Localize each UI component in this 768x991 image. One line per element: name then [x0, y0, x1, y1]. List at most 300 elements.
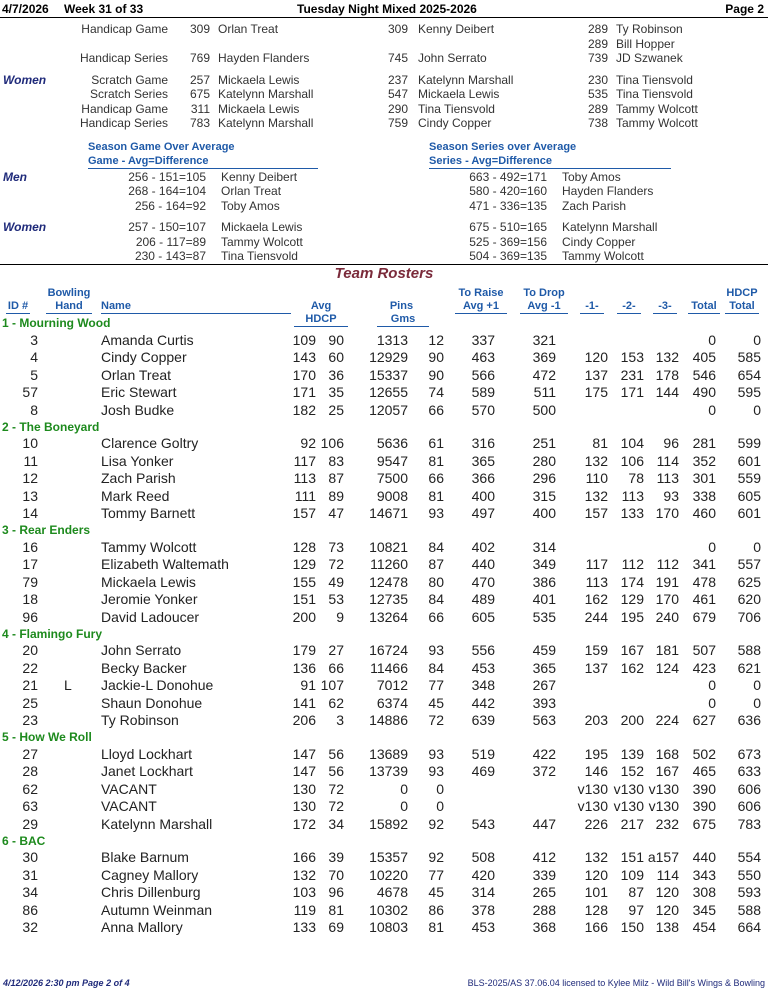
bowler-game3: 120	[655, 884, 679, 901]
bowler-pins: 15337	[369, 366, 408, 383]
bowler-hdcp-total: 593	[737, 884, 761, 901]
bowler-pins: 14671	[369, 505, 408, 522]
table-row	[0, 712, 768, 729]
col-to-raise: To Raise Avg +1	[455, 287, 507, 314]
award-score: 745	[387, 51, 408, 65]
bowler-game3: 168	[655, 745, 679, 762]
col-hdcp-total: HDCP Total	[726, 287, 758, 312]
bowler-game3: 132	[655, 349, 679, 366]
bowler-hdcp-total: 601	[737, 452, 761, 469]
bowler-hdcp-total: 621	[737, 659, 761, 676]
season-series-bowler: Tammy Wolcott	[562, 249, 644, 263]
bowler-hdcp-total: 0	[753, 694, 761, 711]
bowler-pins: 5636	[376, 435, 408, 451]
bowler-hdcp: 83	[328, 452, 344, 469]
bowler-hdcp: 70	[328, 866, 344, 883]
bowler-total: 465	[692, 763, 716, 780]
bowler-hdcp-total: 783	[737, 815, 761, 832]
bowler-name: Zach Parish	[101, 470, 176, 487]
bowler-to-raise: 489	[471, 591, 495, 608]
col-game3: -3-	[653, 300, 677, 314]
bowler-hdcp: 81	[328, 901, 344, 918]
bowler-hdcp-total: 0	[753, 538, 761, 555]
bowler-hdcp-total: 559	[737, 470, 761, 487]
award-category: Scratch Series	[89, 87, 168, 101]
bowler-avg: 147	[292, 745, 316, 762]
bowler-avg: 143	[292, 349, 316, 366]
season-series-bowler: Katelynn Marshall	[562, 220, 658, 234]
bowler-game3: 224	[655, 712, 679, 729]
bowler-avg: 141	[292, 694, 316, 711]
bowler-avg: 111	[294, 487, 316, 504]
bowler-game1: 110	[585, 470, 608, 487]
bowler-pins: 7500	[376, 470, 408, 487]
bowler-to-raise: 453	[471, 919, 495, 936]
bowler-id: 16	[22, 538, 38, 555]
table-row	[0, 574, 768, 591]
col-total: Total	[688, 300, 720, 314]
bowler-total: 341	[692, 556, 716, 573]
bowler-game1: 137	[584, 366, 608, 383]
bowler-avg: 129	[292, 556, 316, 573]
bowler-games: 93	[428, 745, 444, 762]
season-game-bowler: Toby Amos	[221, 199, 280, 213]
bowler-game1: 120	[584, 349, 608, 366]
bowler-id: 4	[30, 349, 38, 366]
bowler-games: 84	[428, 659, 444, 676]
award-score: 535	[587, 87, 608, 101]
season-game-bowler: Orlan Treat	[221, 184, 282, 198]
bowler-games: 72	[428, 712, 444, 729]
bowler-hdcp-total: 0	[753, 331, 761, 348]
season-group: Women	[3, 220, 47, 234]
season-game-calc: 256 - 151=105	[128, 170, 206, 184]
bowler-hdcp-total: 625	[737, 573, 761, 590]
bowler-total: 405	[692, 349, 716, 366]
bowler-game3: v130	[648, 780, 679, 797]
bowler-game2: 133	[620, 505, 644, 522]
bowler-game1: 166	[584, 919, 608, 936]
bowler-to-raise: 366	[471, 470, 495, 487]
bowler-game3: 138	[655, 919, 679, 936]
bowler-hdcp: 72	[328, 780, 344, 797]
bowler-id: 21	[22, 677, 38, 694]
bowler-pins: 14886	[369, 712, 408, 729]
table-row	[0, 505, 768, 522]
bowler-avg: 157	[292, 505, 316, 522]
bowler-games: 77	[428, 677, 444, 694]
bowler-pins: 9008	[376, 487, 408, 504]
bowler-to-drop: 472	[532, 366, 556, 383]
bowler-name: Amanda Curtis	[101, 331, 194, 348]
table-row	[0, 798, 768, 815]
bowler-games: 81	[428, 919, 444, 936]
bowler-game3: 181	[655, 642, 679, 658]
bowler-game2: 171	[620, 384, 644, 401]
award-group: Women	[3, 73, 47, 87]
season-series-underline	[429, 168, 671, 169]
bowler-hdcp-total: 606	[737, 780, 761, 797]
bowler-id: 20	[22, 642, 38, 658]
bowler-to-raise: 420	[471, 866, 495, 883]
bowler-to-raise: 469	[471, 763, 495, 780]
bowler-to-raise: 453	[471, 659, 495, 676]
table-row	[0, 695, 768, 712]
bowler-hdcp: 90	[328, 331, 344, 348]
bowler-total: 454	[692, 919, 716, 936]
table-row	[0, 539, 768, 556]
bowler-games: 0	[436, 780, 444, 797]
award-score: 675	[189, 87, 210, 101]
bowler-name: Autumn Weinman	[101, 901, 213, 918]
award-category: Handicap Series	[79, 116, 168, 130]
bowler-total: 502	[692, 745, 716, 762]
bowler-pins: 10803	[369, 919, 408, 936]
award-name: John Serrato	[418, 51, 487, 65]
bowler-game2: 112	[621, 556, 644, 573]
bowler-game2: 78	[628, 470, 644, 487]
bowler-hdcp: 96	[328, 884, 344, 901]
bowler-games: 0	[436, 798, 444, 815]
week-label: Week 31 of 33	[64, 2, 144, 16]
col-id: ID #	[7, 300, 29, 312]
bowler-game1: 120	[584, 866, 608, 883]
bowler-game2: v130	[613, 798, 644, 815]
season-game-calc: 206 - 117=89	[135, 235, 206, 249]
bowler-game1: v130	[577, 798, 608, 815]
bowler-hdcp: 60	[328, 349, 344, 366]
season-series-calc: 504 - 369=135	[469, 249, 547, 263]
bowler-game2: 139	[620, 745, 644, 762]
bowler-pins: 15357	[369, 849, 408, 865]
bowler-games: 80	[428, 573, 444, 590]
bowler-game1: 159	[584, 642, 608, 658]
award-name: Katelynn Marshall	[418, 73, 514, 87]
bowler-to-drop: 393	[532, 694, 556, 711]
award-name: Katelynn Marshall	[218, 87, 314, 101]
bowler-game2: 104	[620, 435, 644, 451]
award-score: 759	[387, 116, 408, 130]
bowler-id: 96	[22, 608, 38, 625]
award-name: Mickaela Lewis	[418, 87, 500, 101]
bowler-game2: 87	[628, 884, 644, 901]
award-name: Hayden Flanders	[218, 51, 310, 65]
bowler-games: 90	[428, 349, 444, 366]
award-name: Tammy Wolcott	[616, 102, 698, 116]
table-row	[0, 367, 768, 384]
bowler-total: 0	[708, 694, 716, 711]
award-name: Katelynn Marshall	[218, 116, 314, 130]
bowler-total: 440	[692, 849, 716, 865]
bowler-hdcp: 56	[328, 745, 344, 762]
bowler-name: John Serrato	[101, 642, 182, 658]
season-series-calc: 471 - 336=135	[469, 199, 547, 213]
col-game1: -1-	[580, 300, 604, 314]
bowler-hdcp: 49	[328, 573, 344, 590]
table-row	[0, 677, 768, 694]
bowler-to-drop: 447	[532, 815, 556, 832]
bowler-total: 423	[692, 659, 716, 676]
bowler-hdcp: 35	[328, 384, 344, 401]
bowler-to-raise: 589	[471, 384, 495, 401]
bowler-game1: 226	[584, 815, 608, 832]
award-name: Orlan Treat	[218, 22, 279, 36]
bowler-to-drop: 535	[532, 608, 556, 625]
award-score: 311	[190, 102, 210, 116]
bowler-name: Tammy Wolcott	[101, 538, 197, 555]
bowler-total: 390	[692, 798, 716, 815]
bowler-to-drop: 288	[532, 901, 556, 918]
bowler-name: Mickaela Lewis	[101, 573, 196, 590]
bowler-avg: 200	[292, 608, 316, 625]
bowler-pins: 12929	[369, 349, 408, 366]
table-row	[0, 402, 768, 419]
bowler-game1: 132	[584, 487, 608, 504]
bowler-game3: 120	[655, 901, 679, 918]
bowler-games: 93	[428, 505, 444, 522]
bowler-hdcp-total: 588	[737, 642, 761, 658]
bowler-name: Mark Reed	[101, 487, 170, 504]
bowler-avg: 179	[292, 642, 316, 658]
table-row	[0, 470, 768, 487]
season-game-calc: 268 - 164=104	[128, 184, 206, 198]
bowler-hdcp: 72	[328, 556, 344, 573]
bowler-name: Lisa Yonker	[101, 452, 174, 469]
team-name: 1 - Mourning Wood	[2, 316, 111, 330]
bowler-pins: 11466	[370, 659, 408, 676]
bowler-total: 507	[692, 642, 716, 658]
bowler-id: 62	[22, 780, 38, 797]
bowler-to-raise: 497	[471, 505, 495, 522]
bowler-total: 352	[692, 452, 716, 469]
bowler-total: 0	[708, 331, 716, 348]
season-game-bowler: Mickaela Lewis	[221, 220, 303, 234]
bowler-to-drop: 339	[532, 866, 556, 883]
bowler-hdcp-total: 0	[753, 677, 761, 694]
bowler-total: 627	[692, 712, 716, 729]
bowler-avg: 117	[293, 452, 316, 469]
bowler-game2: 113	[621, 487, 644, 504]
bowler-game2: 109	[620, 866, 644, 883]
bowler-game3: 191	[655, 573, 679, 590]
bowler-hdcp: 47	[328, 505, 344, 522]
season-game-bowler: Tammy Wolcott	[221, 235, 303, 249]
table-row	[0, 660, 768, 677]
bowler-game1: 132	[584, 452, 608, 469]
table-row	[0, 556, 768, 573]
team-name: 6 - BAC	[2, 833, 46, 848]
bowler-hdcp-total: 595	[737, 384, 761, 401]
bowler-avg: 91	[300, 677, 316, 694]
award-name: Kenny Deibert	[418, 22, 495, 36]
bowler-name: Eric Stewart	[101, 384, 177, 401]
bowler-hdcp-total: 601	[737, 505, 761, 522]
bowler-games: 87	[428, 556, 444, 573]
bowler-game2: 150	[620, 919, 644, 936]
bowler-to-raise: 316	[471, 435, 495, 451]
season-game-subtitle: Game - Avg=Difference	[88, 155, 209, 167]
bowler-id: 5	[30, 366, 38, 383]
bowler-hdcp: 56	[328, 763, 344, 780]
bowler-pins: 9547	[376, 452, 408, 469]
bowler-to-drop: 459	[532, 642, 556, 658]
bowler-total: 0	[708, 538, 716, 555]
bowler-avg: 130	[292, 798, 316, 815]
bowler-hdcp: 53	[328, 591, 344, 608]
award-score: 289	[587, 102, 608, 116]
bowler-avg: 119	[293, 901, 316, 918]
bowler-id: 18	[22, 591, 38, 608]
bowler-total: 461	[692, 591, 716, 608]
bowler-avg: 113	[293, 470, 316, 487]
bowler-avg: 130	[292, 780, 316, 797]
league-title: Tuesday Night Mixed 2025-2026	[297, 2, 477, 16]
bowler-name: Orlan Treat	[101, 366, 172, 383]
bowler-avg: 172	[292, 815, 316, 832]
bowler-to-drop: 511	[533, 384, 556, 401]
bowler-id: 27	[22, 745, 38, 762]
bowler-to-raise: 442	[471, 694, 495, 711]
bowler-hdcp: 73	[328, 538, 344, 555]
bowler-game1: 244	[584, 608, 608, 625]
bowler-pins: 0	[400, 798, 408, 815]
bowler-games: 74	[428, 384, 444, 401]
bowler-to-raise: 556	[471, 642, 495, 658]
bowler-games: 84	[428, 591, 444, 608]
col-hand: Bowling Hand	[47, 287, 91, 312]
bowler-games: 90	[428, 366, 444, 383]
bowler-game1: 195	[584, 745, 608, 762]
season-series-bowler: Hayden Flanders	[562, 184, 654, 198]
bowler-game1: 132	[584, 849, 608, 865]
bowler-name: Josh Budke	[101, 401, 175, 418]
bowler-total: 343	[692, 866, 716, 883]
bowler-hdcp-total: 636	[737, 712, 761, 729]
bowler-name: Jackie-L Donohue	[101, 677, 214, 694]
bowler-game1: 175	[584, 384, 608, 401]
table-row	[0, 609, 768, 626]
bowler-game1: 101	[584, 884, 608, 901]
bowler-hdcp: 66	[328, 659, 344, 676]
bowler-to-drop: 500	[532, 401, 556, 418]
col-to-drop: To Drop Avg -1	[520, 287, 568, 314]
bowler-id: 32	[22, 919, 38, 936]
table-row	[0, 849, 768, 866]
award-name: Mickaela Lewis	[218, 102, 300, 116]
bowler-hdcp-total: 673	[737, 745, 761, 762]
bowler-name: Ty Robinson	[101, 712, 179, 729]
award-name: Tina Tiensvold	[616, 73, 693, 87]
table-row	[0, 453, 768, 470]
bowler-game3: 114	[656, 866, 679, 883]
bowler-name: VACANT	[101, 798, 157, 815]
bowler-game1: 203	[584, 712, 608, 729]
col-avg-hdcp: Avg HDCP	[294, 300, 348, 327]
bowler-total: 301	[692, 470, 716, 487]
bowler-game2: 129	[620, 591, 644, 608]
bowler-games: 77	[428, 866, 444, 883]
bowler-avg: 147	[292, 763, 316, 780]
bowler-to-drop: 412	[532, 849, 556, 865]
bowler-hdcp: 9	[336, 608, 344, 625]
bowler-to-raise: 402	[471, 538, 495, 555]
bowler-name: Janet Lockhart	[101, 763, 193, 780]
bowler-pins: 11260	[370, 556, 408, 573]
bowler-name: Shaun Donohue	[101, 694, 203, 711]
table-row	[0, 781, 768, 798]
season-game-bowler: Tina Tiensvold	[221, 249, 298, 263]
bowler-to-raise: 348	[471, 677, 495, 694]
bowler-to-drop: 365	[532, 659, 556, 676]
bowler-id: 11	[23, 452, 38, 469]
bowler-game3: 178	[655, 366, 679, 383]
bowler-to-drop: 386	[532, 573, 556, 590]
bowler-total: 460	[692, 505, 716, 522]
bowler-game2: v130	[613, 780, 644, 797]
bowler-total: 546	[692, 366, 716, 383]
bowler-total: 345	[692, 901, 716, 918]
award-score: 738	[587, 116, 608, 130]
bowler-id: 30	[22, 849, 38, 865]
bowler-to-drop: 422	[532, 745, 556, 762]
table-row	[0, 763, 768, 780]
bowler-avg: 128	[292, 538, 316, 555]
bowler-game3: 93	[663, 487, 679, 504]
bowler-game3: v130	[648, 798, 679, 815]
award-score: 547	[387, 87, 408, 101]
bowler-to-raise: 378	[471, 901, 495, 918]
table-row	[0, 884, 768, 901]
season-series-calc: 525 - 369=156	[469, 235, 547, 249]
bowler-total: 0	[708, 401, 716, 418]
award-score: 783	[189, 116, 210, 130]
season-game-calc: 257 - 150=107	[128, 220, 206, 234]
bowler-hdcp: 72	[328, 798, 344, 815]
bowler-games: 66	[428, 608, 444, 625]
bowler-game3: 170	[655, 505, 679, 522]
bowler-games: 92	[428, 849, 444, 865]
award-score: 290	[387, 102, 408, 116]
rosters-title: Team Rosters	[334, 265, 434, 282]
bowler-hdcp: 27	[328, 642, 344, 658]
bowler-game2: 217	[620, 815, 644, 832]
bowler-game1: 81	[592, 435, 608, 451]
bowler-hdcp-total: 557	[737, 556, 761, 573]
bowler-game3: 124	[655, 659, 679, 676]
bowler-id: 29	[22, 815, 38, 832]
bowler-pins: 10302	[369, 901, 408, 918]
award-name: Tina Tiensvold	[616, 87, 693, 101]
bowler-hdcp-total: 664	[737, 919, 761, 936]
bowler-to-drop: 563	[532, 712, 556, 729]
team-name: 4 - Flamingo Fury	[2, 626, 103, 641]
bowler-games: 92	[428, 815, 444, 832]
bowler-hdcp: 106	[320, 435, 344, 451]
bowler-game2: 97	[628, 901, 644, 918]
bowler-id: 23	[22, 712, 38, 729]
col-name: Name	[101, 300, 291, 314]
bowler-avg: 151	[292, 591, 316, 608]
bowler-total: 338	[692, 487, 716, 504]
bowler-hdcp-total: 605	[737, 487, 761, 504]
bowler-name: Katelynn Marshall	[101, 815, 213, 832]
bowler-game3: 232	[655, 815, 679, 832]
bowler-name: Lloyd Lockhart	[101, 745, 193, 762]
bowler-name: Cagney Mallory	[101, 866, 199, 883]
bowler-name: Chris Dillenburg	[101, 884, 201, 901]
season-series-calc: 675 - 510=165	[469, 220, 547, 234]
award-category: Handicap Series	[79, 51, 168, 65]
